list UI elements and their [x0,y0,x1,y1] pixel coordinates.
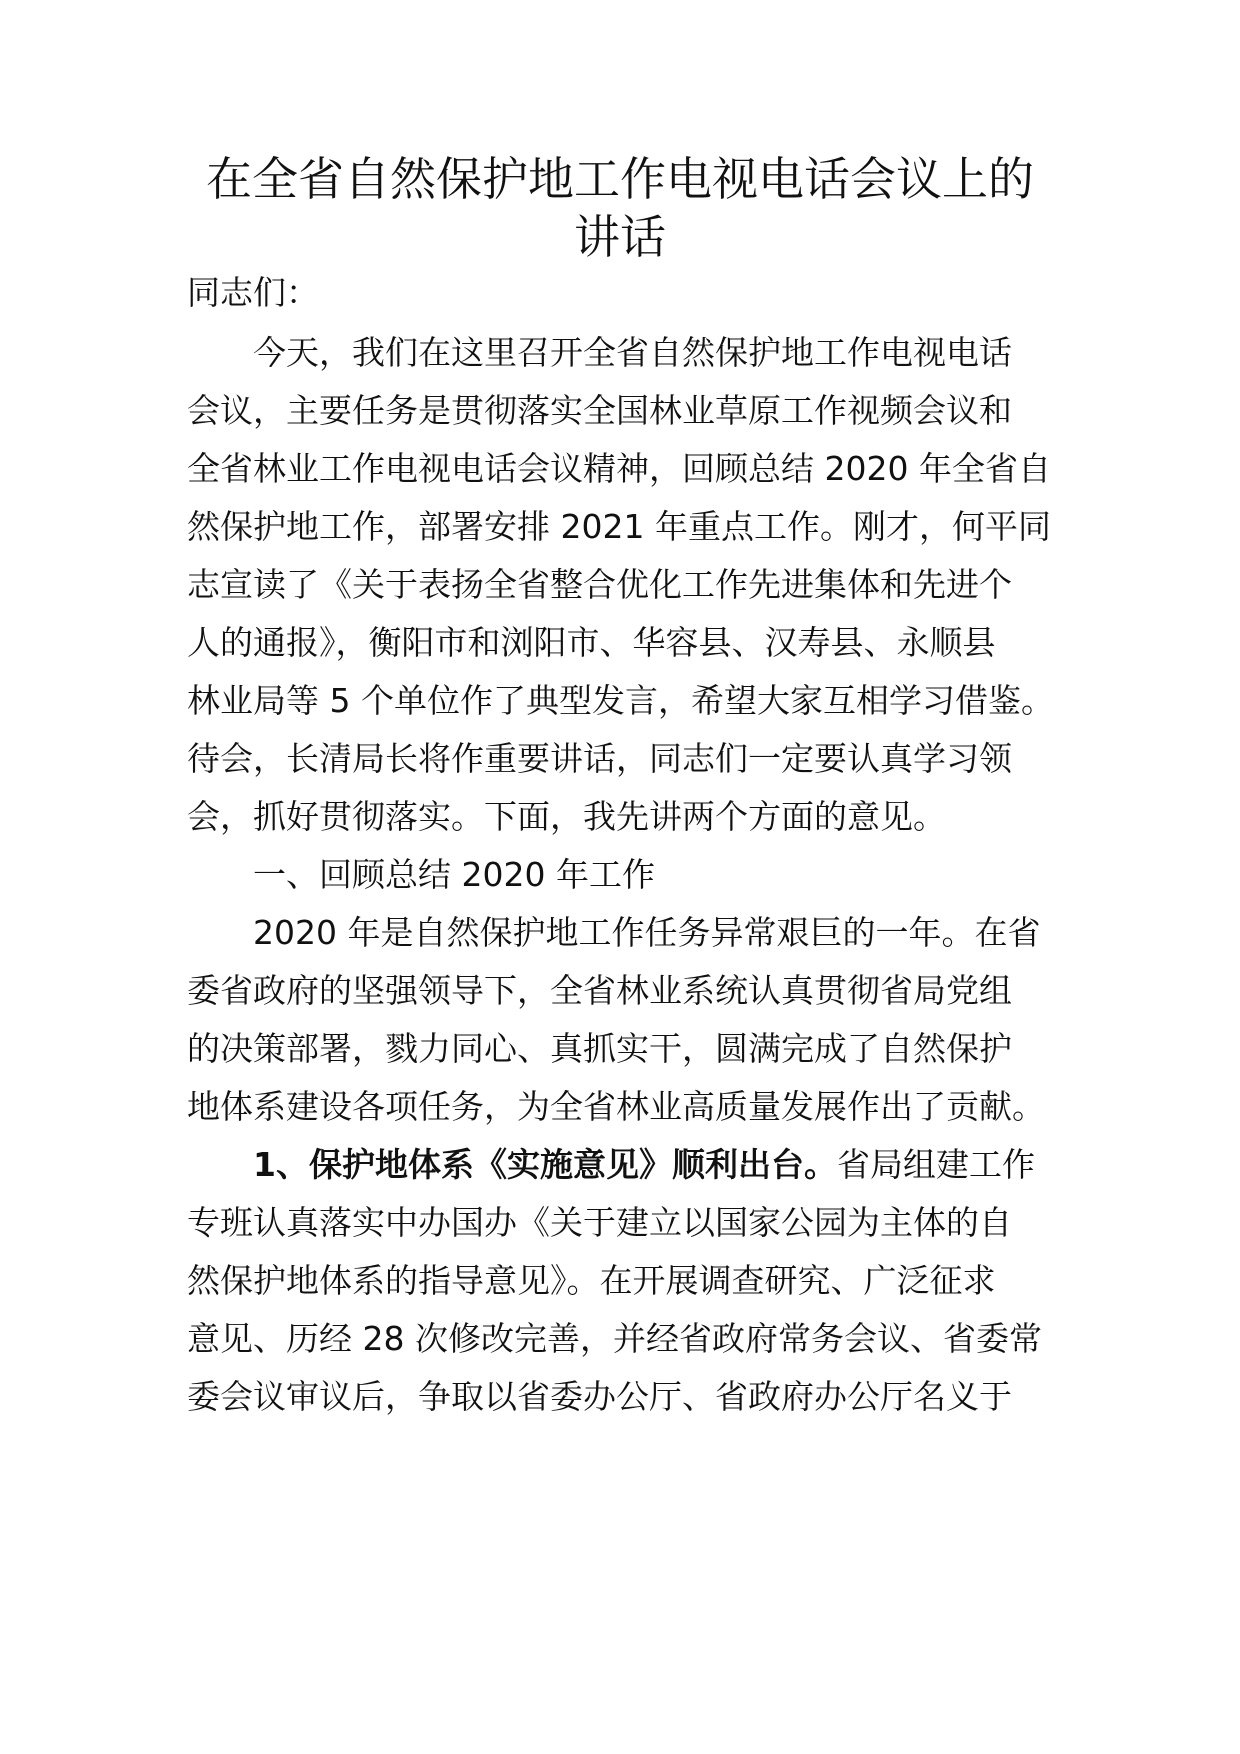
paragraph-3-line: 意见、历经 28 次修改完善，并经省政府常务会议、省委常 [187,1319,1042,1358]
document-title-line-2: 讲话 [574,210,666,264]
paragraph-1-line: 待会，长清局长将作重要讲话，同志们一定要认真学习领 [187,739,1012,778]
paragraph-1-line: 然保护地工作，部署安排 2021 年重点工作。刚才，何平同 [187,507,1051,546]
paragraph-1-line: 会议，主要任务是贯彻落实全国林业草原工作视频会议和 [187,391,1012,430]
paragraph-1-line: 今天，我们在这里召开全省自然保护地工作电视电话 [253,333,1012,372]
paragraph-3-line: 专班认真落实中办国办《关于建立以国家公园为主体的自 [187,1203,1012,1242]
paragraph-1-line: 林业局等 5 个单位作了典型发言，希望大家互相学习借鉴。 [187,681,1054,720]
paragraph-1-line: 会，抓好贯彻落实。下面，我先讲两个方面的意见。 [187,797,946,836]
paragraph-3-line: 委会议审议后，争取以省委办公厅、省政府办公厅名义于 [187,1377,1012,1416]
paragraph-2-line: 委省政府的坚强领导下，全省林业系统认真贯彻省局党组 [187,971,1012,1010]
paragraph-3-line: 然保护地体系的指导意见》。在开展调查研究、广泛征求 [187,1261,996,1300]
paragraph-3-first-line [253,1145,1035,1185]
paragraph-1-line: 全省林业工作电视电话会议精神，回顾总结 2020 年全省自 [187,449,1051,488]
paragraph-2-line: 的决策部署，戮力同心、真抓实干，圆满完成了自然保护 [187,1029,1012,1068]
section-heading: 一、回顾总结 2020 年工作 [253,855,655,894]
paragraph-3-first-line-rest: 省局组建工作 [836,1145,1035,1184]
salutation: 同志们： [187,273,319,312]
document-title-line-1: 在全省自然保护地工作电视电话会议上的 [206,152,1034,206]
paragraph-2-line: 地体系建设各项任务，为全省林业高质量发展作出了贡献。 [187,1087,1045,1126]
paragraph-1-line: 人的通报》，衡阳市和浏阳市、华容县、汉寿县、永顺县 [187,623,996,662]
paragraph-2-line: 2020 年是自然保护地工作任务异常艰巨的一年。在省 [253,913,1041,952]
subheading-bold: 1、保护地体系《实施意见》顺利出台。 [253,1145,837,1184]
paragraph-1-line: 志宣读了《关于表扬全省整合优化工作先进集体和先进个 [187,565,1012,604]
